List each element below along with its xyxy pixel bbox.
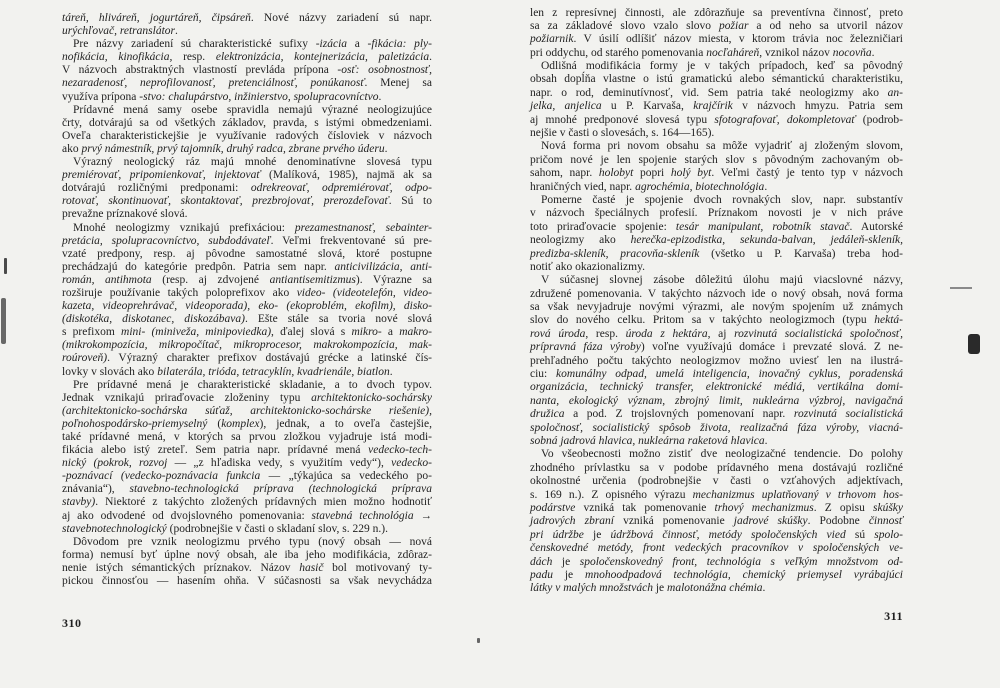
text-line: [62, 431, 432, 444]
text-run: napr. o rod, deminutívnosť, vid. Sem patria také neologizmy ako: [530, 86, 888, 99]
text-run: V súčasnej slovnej zásobe dôležitú úlohu majú viacslovné názvy,: [541, 274, 903, 287]
text-run: . V úsilí odlíšiť názov miesta, v ktorom trávia noc železničiari: [573, 33, 903, 46]
italic-term: pri údržbe: [530, 528, 584, 541]
text-line: [530, 114, 903, 127]
italic-term: mnohoodpadová technológia, chemický priemysel vyrábajúci: [585, 568, 903, 581]
italic-term: údržbová činnosť, metódy spoločenských vied: [610, 528, 846, 541]
text-run: (: [207, 417, 222, 430]
text-run: vzniká tak pomenovanie: [575, 501, 715, 514]
italic-term: úroda z hektára: [625, 327, 708, 340]
italic-term: čenskovedné metódy, front vedeckých pracovníkov v spoločenských ve-: [530, 542, 903, 555]
text-line: [530, 181, 903, 194]
text-run: je: [652, 582, 668, 595]
italic-term: herečka-epizodistka, sekunda-balvan, jedáleň-skleník,: [630, 234, 903, 247]
italic-term: jadrových zbraní: [530, 515, 615, 528]
italic-term: spoločnosť, socialistický spôsob života, realizačná fáza výroby, viacná-: [530, 421, 903, 434]
italic-term: podárstve: [530, 501, 576, 514]
text-line: [62, 562, 432, 575]
text-line: [530, 569, 903, 582]
text-line: [530, 47, 903, 60]
italic-term: skúšky: [872, 501, 903, 514]
text-run: prechádzajú do kategórie predpôn. Patria sem napr.: [62, 260, 335, 273]
text-line: [530, 221, 903, 234]
italic-term: látky v malých množstvách: [530, 582, 653, 595]
text-run: . Autorské: [849, 220, 904, 233]
text-line: [62, 195, 432, 208]
text-line: [62, 457, 432, 470]
italic-term: stavby): [62, 496, 96, 509]
italic-term: odrekreovať, odpremiérovať, odpo-: [250, 182, 432, 195]
text-line: [62, 510, 432, 523]
italic-term: jelka, anjelica: [530, 100, 602, 113]
text-run: .: [384, 142, 388, 155]
italic-term: stavebná technológia →: [311, 509, 432, 522]
text-run: je: [553, 568, 586, 581]
text-run: také prídavné mená, v ktorých sa prvou zložkou vyjadruje istá modi-: [62, 431, 432, 443]
text-run: sa však nevyjadruje novými výrazmi, ale novým spojením už známych: [530, 301, 903, 314]
text-run: pickou činnosťou — hasením ohňa. V súčasnosti sa však nevychádza: [62, 575, 432, 588]
text-run: Dôvodom pre vznik neologizmu prvého typu (nový obsah — nová: [73, 535, 432, 548]
italic-term: malotonážna chémia: [667, 582, 763, 595]
italic-term: -poznávací (vedecko-poznávacia funkcia: [62, 470, 261, 483]
italic-term: nofikácia, kinofikácia,: [62, 51, 173, 64]
text-run: fikácia alebo istý zreteľ. Sem patria napr. prídavné mená: [62, 444, 369, 457]
text-line: [62, 64, 432, 77]
text-run: . Veľmi častý je tento typ v názvoch: [711, 167, 904, 180]
text-run: popri: [633, 167, 671, 180]
text-line: [62, 104, 432, 117]
text-run: sa za základové slovo vzalo slovo: [530, 19, 720, 32]
text-run: ako: [62, 142, 82, 155]
text-run: . Niektoré z takýchto zložených prídavných mien možno hodnotiť: [95, 496, 432, 509]
italic-term: nanta, ekologický význam, zbrojný limit, nukleárna výzbroj, navigačná: [530, 394, 903, 407]
italic-term: poľnohospodársko-priemyselný: [62, 417, 208, 430]
paragraph: [530, 194, 903, 274]
text-run: s. 169 n.). Z opisného výrazu: [530, 488, 693, 501]
italic-term: mini- (miniveža, minipoviedka): [121, 326, 272, 339]
right-page: [480, 0, 1000, 688]
italic-term: antiantisemitizmus: [269, 273, 356, 286]
italic-term: architektonicko-sochársky: [311, 391, 432, 404]
text-line: [530, 582, 903, 595]
italic-term: organizácia, technický transfer, elektronické médiá, vertikálna domi-: [530, 381, 903, 394]
italic-term: jadrové skúšky: [733, 515, 808, 528]
text-run: (Malíková, 1985), najmä ak sa: [260, 169, 432, 182]
text-run: Pre prídavné mená je charakteristické skladanie, a to dvoch typov.: [73, 378, 432, 391]
italic-term: roúroveň): [62, 352, 108, 365]
text-line: [62, 91, 432, 104]
italic-term: holobyt: [598, 167, 634, 180]
text-run: . Podobne: [807, 515, 869, 528]
italic-term: hasič: [299, 561, 324, 574]
text-line: [530, 529, 903, 542]
text-line: [62, 156, 432, 169]
text-run: znávania“),: [62, 483, 130, 496]
text-line: [62, 38, 432, 51]
text-line: [62, 366, 432, 379]
text-run: Mnohé neologizmy vznikajú prefixáciou:: [73, 221, 295, 234]
text-run: hraničných vied, napr.: [530, 180, 636, 193]
page-number-right: 311: [884, 609, 903, 623]
text-line: [62, 470, 432, 483]
text-line: [530, 274, 903, 287]
text-run: — „týkajúca sa vedeckého po-: [260, 470, 432, 483]
text-line: [530, 194, 903, 207]
text-run: , aj: [707, 327, 735, 340]
italic-term: rová úroda: [530, 327, 586, 340]
text-run: . Nové názvy zariadení sú napr.: [250, 12, 432, 24]
text-line: [530, 542, 903, 555]
text-line: [62, 182, 432, 195]
italic-term: holý byt: [670, 167, 712, 180]
italic-term: družica: [530, 408, 565, 421]
text-run: sahom, napr.: [530, 167, 599, 180]
text-run: slov do nového celku. Pritom sa v takýchto neologizmoch (typu: [530, 314, 875, 327]
text-run: V názvoch abstraktných vlastností prevláda prípona: [62, 64, 338, 77]
text-run: . Z opisu: [813, 501, 873, 514]
text-run: .: [175, 25, 178, 38]
text-run: a: [381, 326, 400, 339]
italic-term: elektronizácia, kontejnerizácia, paletizácia: [215, 51, 430, 64]
italic-term: nocovňa: [832, 46, 872, 59]
text-run: obsah dopĺňa vlastne o istú gramatickú alebo sémantickú charakteristiku,: [530, 73, 903, 86]
italic-term: mechanizmus uplatňovaný v trhovom hos-: [692, 488, 903, 501]
italic-term: vedecko-tech-: [368, 444, 432, 457]
text-run: . Ešte stále sa tvoria nové slová: [244, 313, 433, 326]
text-line: [530, 100, 903, 113]
scan-mark: [950, 287, 972, 289]
text-run: , ďalej slová s: [271, 326, 352, 339]
text-line: [62, 117, 432, 130]
text-line: [62, 523, 432, 536]
text-line: [62, 248, 432, 261]
left-page: [0, 0, 480, 688]
text-line: [62, 496, 432, 509]
italic-term: nezaradenosť, neprofilovanosť, pretenciálnosť, ponúkanosť: [62, 77, 365, 90]
text-run: sú: [845, 528, 875, 541]
text-run: (resp. aj zdvojené: [151, 273, 270, 286]
text-run: pri oddychu, od starého pomenovania: [530, 46, 707, 59]
text-run: bol motivovaný ty-: [323, 561, 432, 574]
text-line: [530, 408, 903, 421]
text-line: [530, 395, 903, 408]
italic-term: spolo-: [874, 528, 903, 541]
text-line: [530, 448, 903, 461]
text-run: . Veľmi frekventované sú pre-: [270, 234, 433, 247]
text-line: [62, 575, 432, 588]
italic-term: -osť: osobnostnosť,: [337, 64, 432, 77]
text-line: [62, 235, 432, 248]
text-run: lovky v slovách ako: [62, 365, 158, 378]
italic-term: komunálny odpad, umelá inteligencia, inovačný cyklus, poradenská: [556, 368, 903, 381]
text-line: [62, 130, 432, 143]
text-line: [530, 154, 903, 167]
text-run: .: [429, 51, 432, 64]
text-line: [62, 392, 432, 405]
italic-term: prezamestnanosť, sebainter-: [294, 221, 433, 234]
italic-term: rozvinutá socialistická: [793, 408, 903, 421]
text-run: len z represívnej činnosti, ale zdôrazňuje sa preventívna činnosť, preto: [530, 6, 903, 19]
text-line: [530, 355, 903, 368]
text-run: využíva prípona: [62, 90, 140, 103]
text-line: [530, 556, 903, 569]
text-run: u P. Karvaša,: [601, 100, 694, 113]
italic-term: anticivilizácia, anti-: [334, 260, 432, 273]
italic-term: rotovať, skontinuovať, skontaktovať, prezbrojovať, prerozdeľovať: [62, 195, 389, 208]
text-run: .: [762, 582, 766, 595]
paragraph: [62, 156, 432, 221]
text-run: ) voľne využívajú domáce i prevzaté slová. Z ne-: [640, 341, 903, 354]
scan-mark: [1, 298, 6, 344]
scan-mark: [968, 334, 980, 354]
italic-term: spoločenskovedný front, technológia s veľkým množstvom od-: [579, 555, 903, 568]
italic-term: sobná jadrová hlavica, nukleárna raketová hlavica: [530, 435, 765, 447]
text-run: ), jednak, a to oveľa častejšie,: [259, 417, 432, 430]
italic-term: an-: [887, 86, 903, 99]
text-run: Jednak vznikajú priraďovacie zloženiny typu: [62, 391, 312, 404]
italic-term: tesár manipulant, robotník stavač: [675, 220, 850, 233]
italic-term: dách: [530, 555, 553, 568]
italic-term: krajčírik: [693, 100, 733, 113]
page-number-left: 310: [62, 616, 82, 630]
text-run: . Sú to: [388, 195, 433, 208]
text-line: [530, 140, 903, 153]
paragraph: [530, 140, 903, 194]
text-run: a od neho sa utvoril názov: [748, 19, 903, 32]
italic-term: video- (videotelefón, video-: [296, 286, 432, 299]
right-page-text: [530, 7, 903, 596]
text-line: [530, 301, 903, 314]
italic-term: bilaterála, trióda, tetracyklín, kvadrienále, biatlon: [157, 365, 390, 378]
text-run: , vznikol názov: [759, 46, 833, 59]
text-line: [62, 379, 432, 392]
italic-term: prvý námestník, prvý tajomník, druhý radca, zbrane prvého úderu: [81, 142, 385, 155]
text-line: [530, 368, 903, 381]
text-line: [62, 169, 432, 182]
text-run: a: [347, 38, 368, 51]
italic-term: predizba-skleník, pracovňa-skleník: [530, 247, 700, 260]
text-line: [62, 143, 432, 156]
italic-term: premiérovať, pripomienkovať, injektovať: [62, 169, 261, 182]
text-line: [62, 339, 432, 352]
italic-term: makro-: [399, 326, 432, 339]
text-run: neologizmy ako: [530, 234, 631, 247]
text-line: [530, 73, 903, 86]
text-line: [530, 261, 903, 274]
left-page-text: [62, 12, 432, 588]
italic-term: urýchľovač, retranslátor: [62, 25, 175, 38]
text-line: [530, 328, 903, 341]
text-run: ciu:: [530, 368, 557, 381]
paragraph: [62, 379, 432, 536]
paragraph: [530, 448, 903, 595]
text-run: .: [871, 46, 875, 59]
italic-term: hektá-: [874, 314, 903, 327]
text-line: [530, 207, 903, 220]
text-line: [530, 515, 903, 528]
paragraph: [62, 536, 432, 588]
text-line: [62, 536, 432, 549]
italic-term: -fikácia: ply-: [367, 38, 432, 51]
text-line: [62, 405, 432, 418]
text-line: [530, 234, 903, 247]
text-run: .: [389, 365, 393, 378]
text-run: je: [583, 528, 611, 541]
text-line: [530, 87, 903, 100]
text-run: toto priraďovacie spojenie:: [530, 220, 676, 233]
text-run: Pomerne časté je spojenie dvoch rovnakých slov, napr. substantív: [541, 193, 903, 206]
paragraph: [62, 104, 432, 156]
text-line: [530, 341, 903, 354]
italic-term: (mikrokompozícia, mikropočítač, mikroprocesor, makrokompozícia, mak-: [62, 339, 432, 352]
text-run: (všetko u P. Karvaša) treba hod-: [699, 247, 903, 260]
text-line: [530, 489, 903, 502]
text-line: [530, 167, 903, 180]
text-line: [530, 381, 903, 394]
text-run: .: [764, 435, 768, 447]
text-run: je: [552, 555, 580, 568]
text-run: Prídavné mená samy osebe spravidla nemajú výrazné neologizujúce: [73, 103, 432, 116]
text-run: (podrob-: [855, 113, 904, 126]
text-line: [530, 248, 903, 261]
text-run: ). Výrazne sa: [355, 273, 432, 286]
italic-term: -izácia: [315, 38, 348, 51]
text-run: dotvárajú rozličnými predponami:: [62, 182, 251, 195]
text-line: [530, 60, 903, 73]
text-run: notiť ako okazionalizmy.: [530, 260, 645, 273]
italic-term: stavebno-technologická príprava (technologická príprava: [129, 483, 433, 496]
italic-term: agrochémia, biotechnológia: [635, 180, 765, 193]
text-run: . Menej sa: [364, 77, 433, 90]
text-run: aj ako odvodené od dvojslovného pomenovania:: [62, 509, 312, 522]
italic-term: (architektonicko-sochárska súťaž, architektonicko-sochárske riešenie),: [62, 404, 432, 417]
text-run: nenie istých sémantických príznakov. Názov: [62, 561, 300, 574]
italic-term: kazeta, videoprehrávač, videoporada), eko- (ekoproblém, ekofilm), disko-: [62, 300, 432, 313]
text-run: Vo všeobecnosti možno zistiť dve neologizačné tendencie. Do polohy: [541, 448, 903, 461]
text-run: okolnostné určenia (podrobnejšie v časti o vzťahových adjektívach,: [530, 475, 903, 488]
text-run: v názvoch hmyzu. Patria sem: [732, 100, 903, 113]
text-line: [62, 549, 432, 562]
paragraph: [530, 274, 903, 448]
text-line: [62, 326, 432, 339]
text-line: [530, 127, 903, 140]
text-run: (podrobnejšie v časti o skladaní slov, s. 229 n.).: [166, 522, 388, 535]
text-line: [530, 33, 903, 46]
italic-term: -stvo: chalupárstvo, inžinierstvo, spolupracovníctvo: [139, 90, 379, 103]
text-line: [62, 352, 432, 365]
text-run: Oveľa charakteristickejšie je využívanie radových čísloviek v názvoch: [62, 129, 432, 142]
paragraph: [62, 12, 432, 38]
text-line: [62, 77, 432, 90]
text-run: pričom nové je len spojenie starých slov s pôvodným zachovaným ob-: [530, 153, 903, 166]
text-run: Pre názvy zariadení sú charakteristické sufixy: [73, 38, 316, 51]
text-run: . Výrazný charakter prefixov dostávajú grécke a latinské čís-: [107, 352, 432, 365]
italic-term: trhový mechanizmus: [714, 501, 814, 514]
scan-mark: [4, 258, 7, 274]
text-run: prevažne príznakové slová.: [62, 208, 188, 221]
text-line: [530, 422, 903, 435]
text-line: [62, 222, 432, 235]
text-line: [62, 287, 432, 300]
text-run: združené pomenovania. V takýchto názvoch ide o nový obsah, nová forma: [530, 287, 903, 300]
italic-term: rozvinutá socialistická spoločnosť,: [734, 327, 903, 340]
text-line: [62, 274, 432, 287]
text-run: forma) nemusí byť úplne nový obsah, ale iba jeho modifikácia, zdôraz-: [62, 548, 432, 561]
text-run: aj mnohé predponové slovesá typu: [530, 113, 715, 126]
text-line: [62, 261, 432, 274]
italic-term: prípravná fáza výroby: [530, 341, 641, 354]
text-run: prehľadného počtu takýchto neologizmov možno uviesť len na ilustrá-: [530, 354, 903, 367]
paragraph: [62, 222, 432, 379]
text-line: [62, 51, 432, 64]
text-line: [530, 462, 903, 475]
paragraph: [530, 60, 903, 140]
text-run: vzaté predpony, resp. aj pôvodne samostatné slová, ktoré postupne: [62, 247, 432, 260]
text-line: [530, 435, 903, 448]
text-run: Nová forma pri novom obsahu sa môže vyjadriť aj zloženým slovom,: [541, 140, 903, 153]
paragraph: [530, 7, 903, 61]
italic-term: požiarnik: [530, 33, 574, 46]
text-line: [62, 313, 432, 326]
italic-term: pretácia, spolupracovníctvo, subdodávateľ: [62, 234, 271, 247]
text-run: rozširuje používanie takých poloprefixov ako: [62, 286, 297, 299]
paragraph: [62, 38, 432, 103]
italic-term: požiar: [719, 19, 749, 32]
italic-term: stavebnotechnologický: [62, 522, 167, 535]
italic-term: (diskotéka, diskotanec, diskozábava): [62, 313, 245, 326]
text-line: [530, 7, 903, 20]
text-run: vzniká pomenovanie: [614, 515, 734, 528]
italic-term: román, antihmota: [62, 273, 152, 286]
text-line: [62, 483, 432, 496]
italic-term: mikro-: [351, 326, 382, 339]
italic-term: nocľaháreň: [706, 46, 760, 59]
text-run: s prefixom: [62, 326, 122, 339]
italic-term: komplex: [221, 417, 260, 430]
italic-term: nický (pokrok, rozvoj: [62, 457, 168, 470]
italic-term: vedecko-: [391, 457, 432, 470]
text-line: [530, 475, 903, 488]
text-line: [62, 208, 432, 221]
text-line: [530, 20, 903, 33]
italic-term: činnosť: [868, 515, 904, 528]
text-line: [530, 288, 903, 301]
text-run: črty, dotvárajú sa od všetkých základov, pravda, s istými obmedzeniami.: [62, 116, 432, 129]
text-run: — „z hľadiska vedy, s využitím vedy“),: [167, 457, 392, 470]
text-line: [62, 25, 432, 38]
text-line: [530, 502, 903, 515]
text-run: resp.: [172, 51, 216, 64]
text-line: [62, 418, 432, 431]
text-line: [530, 314, 903, 327]
italic-term: táreň, hliváreň, jogurtáreň, čipsáreň: [62, 12, 251, 24]
text-run: nejšie v časti o slovesách, s. 164—165).: [530, 127, 715, 140]
text-run: a pod. Z trojslovných pomenovaní napr.: [564, 408, 794, 421]
text-run: .: [378, 90, 382, 103]
text-run: v názvoch špeciálnych profesií. Príznakom novosti je v nich práve: [530, 207, 903, 220]
text-run: , resp.: [585, 327, 626, 340]
text-line: [62, 12, 432, 25]
text-run: .: [764, 180, 768, 193]
italic-term: sfotografovať, dokompletovať: [714, 113, 856, 126]
text-run: zhodného prívlastku sa v podobe prídavného mena dostávajú rozličné: [530, 461, 903, 474]
text-line: [62, 300, 432, 313]
italic-term: padu: [530, 568, 553, 581]
text-run: Odlišná modifikácia formy je v takých prípadoch, keď sa pôvodný: [541, 60, 903, 73]
text-run: Výrazný neologický ráz majú mnohé denominatívne slovesá typu: [73, 156, 432, 169]
text-line: [62, 444, 432, 457]
